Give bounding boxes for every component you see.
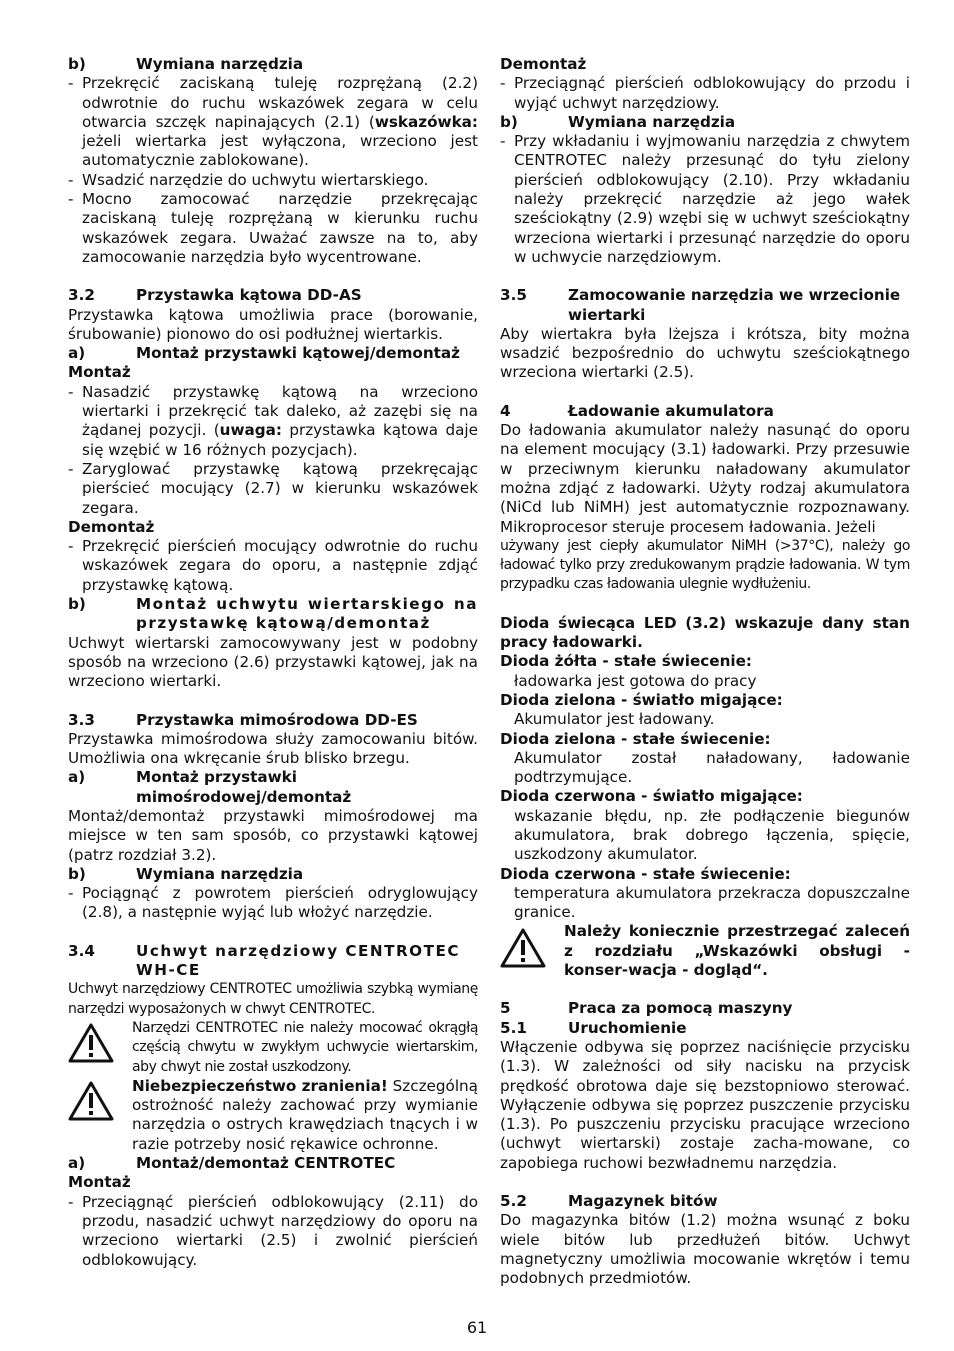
paragraph: Uchwyt narzędziowy CENTROTEC umożliwia szybką wymianę narzędzi wyposażonych w chwyt CENTROTEC. xyxy=(68,981,478,1017)
warning-text: Niebezpieczeństwo zranienia! Szczególną ostrożność należy zachować przy wymianie narzędzia o ostrych krawędziach tnących i w razie potrzeby nosić rękawice ochronne. xyxy=(132,1076,478,1153)
heading-5-1: 5.1 Uruchomienie xyxy=(500,1018,687,1037)
list-item xyxy=(68,74,478,170)
heading-a-centrotec: a) Montaż/demontaż CENTROTEC xyxy=(68,1154,396,1173)
heading-5: 5 Praca za pomocą maszyny xyxy=(500,999,793,1018)
paragraph: Montaż/demontaż przystawki mimośrodowej ma miejsce w ten sam sposób, co przystawki kątowej (patrz rozdział 3.2). xyxy=(68,806,478,864)
led-status-desc: Akumulator jest ładowany. xyxy=(514,710,715,729)
paragraph: Uchwyt wiertarski zamocowywany jest w podobny sposób na wrzeciono (2.6) przystawki kątowej, jak na wrzeciono wiertarki. xyxy=(68,633,478,691)
list-item-text: Pociągnąć z powrotem pierścień odryglowujący (2.8), a następnie wyjąć lub włożyć narzędzie. xyxy=(82,884,478,922)
led-status-desc: Akumulator został naładowany, ładowanie podtrzymujące. xyxy=(514,748,910,787)
heading-b-wymiana: b) Wymiana narzędzia xyxy=(68,55,304,73)
list-item-text: Przekręcić zaciskaną tuleję rozprężaną (2.2) odwrotnie do ruchu wskazówek zegara w celu otwarcia szczęk napinających (2.1) (wskazówka: jeżeli wiertarka jest wyłączona, wrzeciono jest automatycznie zablokowane). xyxy=(82,74,478,170)
led-status-label: Dioda zielona - światło migające: xyxy=(500,690,783,709)
list-item xyxy=(500,74,910,113)
paragraph: Do magazynka bitów (1.2) można wsunąć z boku wiele bitów lub przedłużeń bitów. Uchwyt magnetyczny umożliwia mocowanie wkrętów i temu podobnych przedmiotów. xyxy=(500,1211,910,1288)
list xyxy=(68,537,478,595)
list xyxy=(500,74,910,113)
heading-a-montaz: a) Montaż przystawki kątowej/demontaż xyxy=(68,344,460,363)
heading-b-wymiana-2: b) Wymiana narzędzia xyxy=(68,864,304,883)
list-dash: - xyxy=(68,170,74,189)
right-column xyxy=(500,55,910,1289)
page-number: 61 xyxy=(466,1318,488,1337)
led-status-desc: temperatura akumulatora przekracza dopuszczalne granice. xyxy=(514,883,910,922)
list-dash: - xyxy=(68,382,74,401)
subheading-demontaz: Demontaż xyxy=(68,517,155,536)
subheading-montaz: Montaż xyxy=(68,1173,131,1192)
warning-block xyxy=(500,922,910,980)
list xyxy=(68,884,478,923)
led-heading: Dioda świecąca LED (3.2) wskazuje dany stan pracy ładowarki. xyxy=(500,613,910,652)
heading-b-wymiana-3: b) Wymiana narzędzia xyxy=(500,112,736,131)
warning-triangle-icon xyxy=(68,1077,132,1154)
warning-text: Narzędzi CENTROTEC nie należy mocować okrągłą częścią chwytu w zwykłym uchwycie wiertarskim, aby chwyt nie został uszkodzony. xyxy=(132,1019,478,1075)
warning-triangle-icon xyxy=(68,1019,132,1077)
list-item-text: Mocno zamocować narzędzie przekręcając zaciskaną tuleję rozprężaną w kierunku ruchu wskazówek zegara. Uważać zawsze na to, aby zamocowanie narzędzia było wycentrowane. xyxy=(82,190,478,266)
heading-3-2: 3.2 Przystawka kątowa DD-AS xyxy=(68,286,362,305)
paragraph: Do ładowania akumulator należy nasunąć do oporu na element mocujący (3.1) ładowarki. Przy przesuwie w przeciwnym kierunku naładowany akumulator można zdjąć z ładowarki. Użyty rodzaj akumulatora (NiCd lub NiMH) jest automatycznie rozpoznawany. Mikroprocesor steruje procesem ładowania. Jeżeli xyxy=(500,421,910,536)
heading-3-5: 3.5 Zamocowanie narzędzia we wrzecionie wiertarki xyxy=(500,286,901,324)
list-dash: - xyxy=(500,132,506,151)
list-item xyxy=(68,884,478,923)
list-item xyxy=(68,171,478,190)
heading-5-2: 5.2 Magazynek bitów xyxy=(500,1192,718,1211)
list-item-text: Zaryglować przystawkę kątową przekręcając pierścieć mocujący (2.7) w kierunku wskazówek zegara. xyxy=(82,459,478,517)
heading-b-montaz-uchwytu: b) Montaż uchwytu wiertarskiego na przystawkę kątową/demontaż xyxy=(68,595,478,633)
led-status-label: Dioda czerwona - stałe świecenie: xyxy=(500,864,791,883)
heading-3-3: 3.3 Przystawka mimośrodowa DD-ES xyxy=(68,710,418,729)
list xyxy=(68,74,478,267)
list-dash: - xyxy=(68,537,74,556)
list-item-text: Nasadzić przystawkę kątową na wrzeciono wiertarki i przekręcić tak daleko, aż zazębi się na żądanej pozycji. (uwaga: przystawka kątowa daje się wzębić w 16 różnych pozycjach). xyxy=(82,382,478,459)
list-dash: - xyxy=(68,884,74,903)
list-dash: - xyxy=(68,1192,74,1211)
list-item xyxy=(68,1193,478,1270)
list-item-text: Wsadzić narzędzie do uchwytu wiertarskiego. xyxy=(82,170,429,189)
list-dash: - xyxy=(68,459,74,478)
list-item-text: Przeciągnąć pierścień odblokowujący (2.11) do przodu, nasadzić uchwyt narzędziowy do oporu na wrzeciono wiertarki (2.5) i zwolnić pierścień odblokowujący. xyxy=(82,1192,478,1269)
led-list xyxy=(500,652,910,922)
list-item xyxy=(68,460,478,518)
list-dash: - xyxy=(68,190,74,209)
heading-4: 4 Ładowanie akumulatora xyxy=(500,401,774,420)
list-item-text: Przekręcić pierścień mocujący odwrotnie do ruchu wskazówek zegara do oporu, a następnie zdjąć przystawkę kątową. xyxy=(82,537,478,594)
warning-triangle-icon xyxy=(500,922,564,980)
list xyxy=(68,383,478,518)
list-item xyxy=(500,132,910,267)
list-item xyxy=(68,383,478,460)
paragraph: Przystawka kątowa umożliwia prace (borowanie, śrubowanie) pionowo do osi podłużnej wiertarkis. xyxy=(68,305,478,343)
led-status-label: Dioda czerwona - światło migające: xyxy=(500,787,803,806)
warning-text: Należy koniecznie przestrzegać zaleceń z rozdziału „Wskazówki obsługi - konser-wacja - dogląd“. xyxy=(564,922,910,980)
list-dash: - xyxy=(500,74,506,93)
led-status-label: Dioda żółta - stałe świecenie: xyxy=(500,652,752,671)
warning-block xyxy=(68,1019,478,1077)
led-status-desc: ładowarka jest gotowa do pracy xyxy=(514,671,757,690)
subheading-montaz: Montaż xyxy=(68,363,131,382)
led-status-desc: wskazanie błędu, np. złe podłączenie biegunów akumulatora, brak dobrego łączenia, spięcie, uszkodzony akumulator. xyxy=(514,806,910,864)
led-status-label: Dioda zielona - stałe świecenie: xyxy=(500,729,771,748)
paragraph: Aby wiertakra była lżejsza i krótsza, bity można wsadzić bezpośrednio do uchwytu sześciokątnego wrzeciona wiertarki (2.5). xyxy=(500,324,910,382)
list-item xyxy=(68,537,478,595)
list-dash: - xyxy=(68,74,74,93)
list xyxy=(500,132,910,267)
paragraph: używany jest ciepły akumulator NiMH (>37°C), należy go ładować tylko przy zredukowanym prądzie ładowania. W tym przypadku czas ładowania ulegnie wydłużeniu. xyxy=(500,537,910,593)
list-item-text: Przy wkładaniu i wyjmowaniu narzędzia z chwytem CENTROTEC należy przesunąć do tyłu zielony pierścień odblokowujący (2.10). Przy wkładaniu należy przekręcić narzędzie aż jego wałek sześciokątny (2.9) wzębi się w uchwyt sześciokątny wrzeciona wiertarki i przesunąć narzędzie do oporu w uchwycie narzędziowym. xyxy=(514,132,910,266)
paragraph: Przystawka mimośrodowa służy zamocowaniu bitów. Umożliwia ona wkręcanie śrub blisko brzegu. xyxy=(68,729,478,768)
heading-a-mimosrodowa: a) Montaż przystawki mimośrodowej/demontaż xyxy=(68,768,352,806)
left-column xyxy=(68,55,478,1270)
paragraph: Włączenie odbywa się poprzez naciśnięcie przycisku (1.3). W zależności od siły nacisku na przycisk prędkość obrotowa daje się bezstopniowo sterować. Wyłączenie odbywa się poprzez puszczenie przycisku (1.3). Po puszczeniu przycisku pracujące wrzeciono (uchwyt wiertarski) zostaje zacha-mowane, co zapobiega ruchowi bezwładnemu narzędzia. xyxy=(500,1037,910,1172)
subheading-demontaz: Demontaż xyxy=(500,55,587,73)
list xyxy=(68,1193,478,1270)
heading-3-4: 3.4 Uchwyt narzędziowy CENTROTEC WH-CE xyxy=(68,941,460,980)
warning-block xyxy=(68,1077,478,1154)
list-item xyxy=(68,190,478,267)
list-item-text: Przeciągnąć pierścień odblokowujący do przodu i wyjąć uchwyt narzędziowy. xyxy=(514,74,910,112)
